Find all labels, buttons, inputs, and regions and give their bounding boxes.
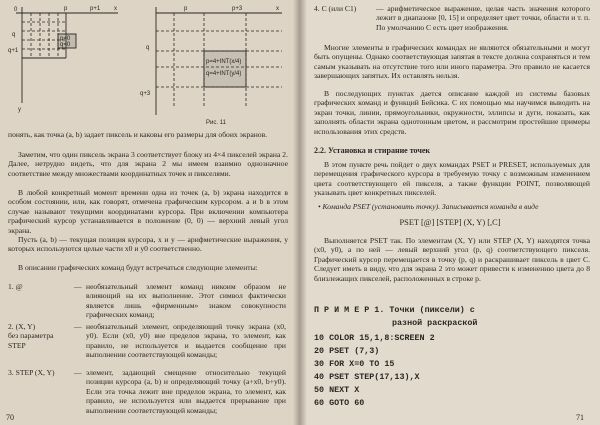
top-label-p: p — [64, 6, 68, 12]
paragraph: Выполняется PSET так. По элементам (X, Y) или STEP (X, Y) находятся точка (x0, y0), а по ней — левый верхний угол (p, q) соответствующего пикселя. Графический курсор перемещается в точку (p, q) и раскрашивает пиксель в цвет C. Следует иметь в виду, что для экрана 2 это может привести к изменению цвета до 8 близлежащих пикселей, расположенных в строке p. — [314, 236, 590, 283]
code-line: 30 FOR X=0 TO 15 — [314, 359, 395, 369]
left-label-q: q — [12, 32, 16, 38]
paragraph: В описании графических команд будут встречаться следующие элементы: — [18, 263, 258, 272]
dash: — — [74, 322, 82, 331]
small-box-label-p: p=0 — [60, 36, 71, 42]
origin-label: 0 — [14, 7, 18, 13]
large-grid — [140, 6, 282, 115]
element-desc: необязательный элемент, определяющий точку экрана (x0, y0). Если (x0, y0) вне пределов экрана, то элемент, как правило, не используется и выдается сообщение при выполнении соответствующей команды; — [86, 322, 286, 360]
figure-caption: Рис. 11 — [206, 120, 226, 125]
left-label-q-right: q — [146, 45, 150, 51]
element-label: 2. (X, Y) без параметра STEP — [8, 322, 54, 350]
small-box-label-q: q=0 — [60, 42, 71, 48]
item4-desc: — арифметическое выражение, целая часть значения которого лежит в диапазоне [0, 15] и определяет цвет точки, области и т. п. По умолчанию C есть цвет изображения. — [376, 4, 590, 32]
small-grid — [8, 6, 118, 113]
code-line: 60 GOTO 60 — [314, 398, 365, 408]
page-number: 70 — [6, 413, 14, 422]
element-label: 3. STEP (X, Y) — [8, 368, 55, 377]
right-page — [300, 0, 600, 425]
paragraph: В этом пункте речь пойдет о двух командах PSET и PRESET, используемых для перемещения графического курсора в требуемую точку с возможным изменением цвета соответствующего ей пикселя, а также функции POINT, позволяющей указывать цвет конкретных пикселей. — [314, 160, 590, 198]
page-number: 71 — [576, 413, 584, 422]
example-subtitle: разной раскраской — [392, 318, 478, 328]
big-box-label-q: q=4+INT(y/4) — [206, 71, 242, 77]
list-item — [8, 282, 290, 322]
code-line: 10 COLOR 15,1,8:SCREEN 2 — [314, 333, 435, 343]
big-box-label-p: p=4+INT(x/4) — [206, 59, 242, 65]
book-gutter — [293, 0, 307, 425]
code-line: 20 PSET (7,3) — [314, 346, 380, 356]
top-label-p1: p+1 — [90, 6, 101, 12]
list-item — [8, 322, 290, 368]
paragraph: В любой конкретный момент времени одна из точек (a, b) экрана находится в особом состоянии, или, как говорят, отмечена графическим курсором. a и b в этом случае называют текущими координатами курсора. При включении компьютера графический курсор устанавливается в положение (0, 0) — верхний левый угол экрана. — [8, 188, 288, 235]
section-title: 2.2. Установка и стирание точек — [314, 146, 431, 155]
element-desc: необязательный элемент команд никоим образом не влияющий на их выполнение. Этот символ фактически является лишь «фирменным» знаком совокупности графических команд; — [86, 282, 286, 320]
axis-y-label: y — [18, 107, 21, 113]
example-title: П Р И М Е Р 1. Точки (пиксели) с — [314, 305, 475, 315]
element-label: 1. @ — [8, 282, 23, 291]
dash: — — [74, 282, 82, 291]
command-format: PSET [@] [STEP] (X, Y) [,C] — [399, 218, 501, 227]
dash: — — [74, 368, 82, 377]
paragraph: Пусть (a, b) — текущая позиция курсора, x и y — арифметические выражения, у которых используются целые части x0 и y0 соответственно. — [8, 235, 288, 254]
paragraph: Заметим, что один пиксель экрана 3 соответствует блоку из 4×4 пикселей экрана 2. Далее, нетрудно видеть, что для экрана 2 мы имеем взаимно однозначное соответствие между множествами координатных точек и пикселями. — [8, 150, 288, 178]
figure-pixel-grid — [6, 3, 288, 125]
left-label-q1: q+1 — [8, 48, 19, 54]
axis-x-label: x — [114, 6, 117, 12]
left-label-q3: q+3 — [140, 91, 151, 97]
paragraph: Многие элементы в графических командах не являются обязательными и могут быть опущены. Однако соответствующая запятая в тексте должна сохраняться и тем самым указывать на отсутствие того или иного параметра. Это правило не касается завершающих запятых. Их оставлять нельзя. — [314, 43, 590, 81]
element-desc: элемент, задающий смещение относительно текущей позиции курсора (a, b) и определяющий точку (a+x0, b+y0). Если эта точка лежит вне пределов экрана, то элемент, как правило, не используется или выдается прерывание при выполнении соответствующей команды; — [86, 368, 286, 415]
code-line: 40 PSET STEP(17,13),X — [314, 372, 420, 382]
list-item — [8, 368, 290, 414]
item4-label: 4. C (или C1) — [314, 4, 357, 13]
top-label-p3: p+3 — [232, 6, 243, 12]
paragraph: понять, как точка (a, b) задает пиксель и каковы его размеры для обоих экранов. — [8, 130, 268, 139]
command-syntax: • Команда PSET (установить точку). Записывается команда в виде — [318, 202, 539, 211]
axis-x-label-right: x — [276, 6, 279, 12]
code-line: 50 NEXT X — [314, 385, 360, 395]
top-label-p-right: p — [184, 6, 188, 12]
paragraph: В последующих пунктах дается описание каждой из системы базовых графических команд и функций Бейсика. С их помощью мы научимся выводить на экран точки, линии, прямоугольники, окружности, эллипсы и дуги, показать, как заполнять области экрана однотонным цветом, и рассмотрим простейшие примеры использования этих средств. — [314, 89, 590, 136]
